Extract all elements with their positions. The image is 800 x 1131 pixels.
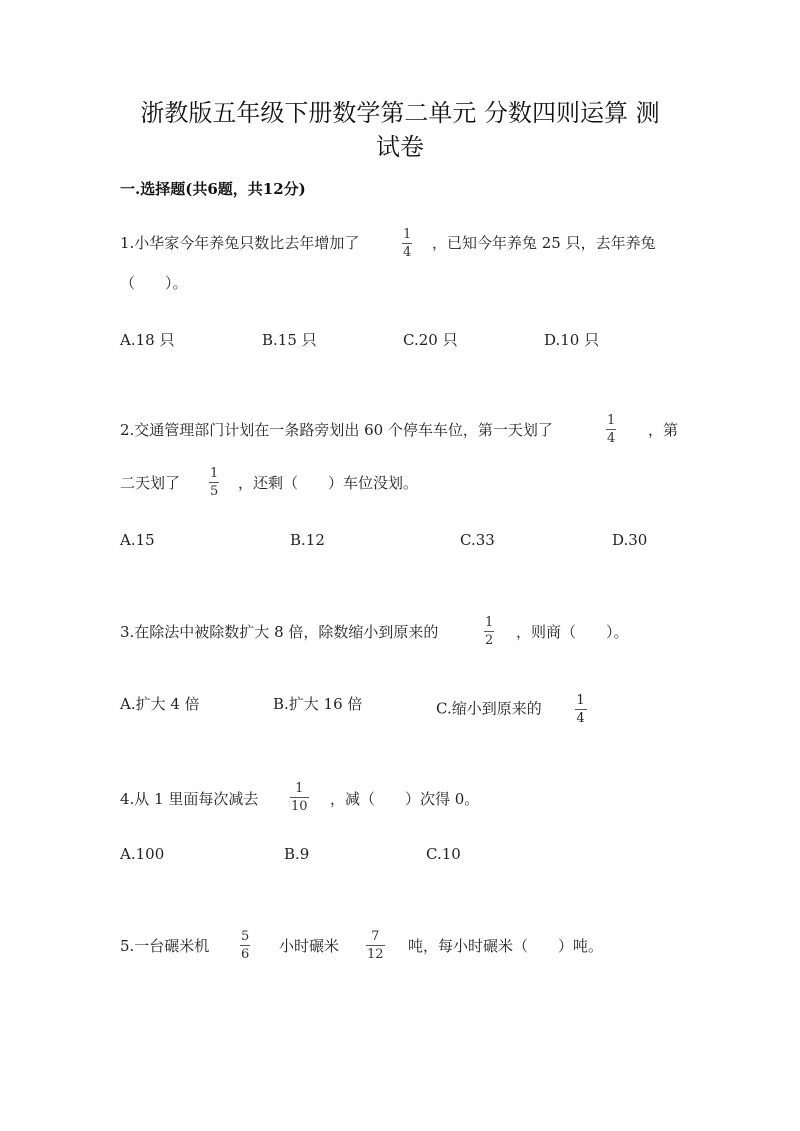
q5-frac2-den: 12 xyxy=(367,947,384,962)
q2-fraction-1 xyxy=(606,413,616,446)
q2-option-c[interactable]: C.33 xyxy=(460,531,495,549)
title-line-1: 浙教版五年级下册数学第二单元 分数四则运算 测 xyxy=(140,99,660,127)
q4-fraction xyxy=(290,781,309,814)
q2-frac1-num: 1 xyxy=(607,413,616,428)
q3-option-a[interactable]: A.扩大 4 倍 xyxy=(120,695,200,713)
q3-text-b: ，则商（ ）。 xyxy=(516,623,629,641)
q3-option-c[interactable] xyxy=(436,693,587,726)
q2-text-d: ，还剩（ ）车位没划。 xyxy=(238,474,419,492)
q2-frac2-den: 5 xyxy=(210,484,219,499)
q5-frac2-num: 7 xyxy=(371,929,380,944)
q1-option-d[interactable]: D.10 只 xyxy=(544,331,600,349)
q3-option-c-fraction xyxy=(575,693,587,726)
q1-text-b: ，已知今年养兔 25 只，去年养兔 xyxy=(432,234,656,252)
q5-fraction-1 xyxy=(240,929,250,962)
q3-frac-den: 2 xyxy=(485,633,494,648)
q2-option-b[interactable]: B.12 xyxy=(290,531,325,549)
q2-frac2-num: 1 xyxy=(210,466,219,481)
q4-option-a[interactable]: A.100 xyxy=(120,845,165,863)
q4-text-b: ，减（ ）次得 0。 xyxy=(330,790,480,808)
q3-optc-frac-den: 4 xyxy=(576,711,585,726)
q2-frac1-den: 4 xyxy=(607,431,616,446)
q1-option-b[interactable]: B.15 只 xyxy=(262,331,317,349)
q1-frac-num: 1 xyxy=(403,227,412,242)
q4-frac-num: 1 xyxy=(295,781,304,796)
q5-text-b: 小时碾米 xyxy=(279,937,340,955)
q4-frac-den: 10 xyxy=(291,799,308,814)
q5-text-c: 吨，每小时碾米（ ）吨。 xyxy=(408,937,604,955)
q1-fraction xyxy=(402,227,412,260)
q3-optc-frac-num: 1 xyxy=(576,693,585,708)
title-line-2: 试卷 xyxy=(376,133,424,161)
q4-option-b[interactable]: B.9 xyxy=(284,845,310,863)
q2-text-b: ，第 xyxy=(648,421,679,439)
q1-option-c[interactable]: C.20 只 xyxy=(403,331,458,349)
q1-frac-den: 4 xyxy=(403,245,412,260)
q3-option-b[interactable]: B.扩大 16 倍 xyxy=(273,695,363,713)
q3-text-a: 3.在除法中被除数扩大 8 倍，除数缩小到原来的 xyxy=(120,623,439,641)
section-heading: 一.选择题(共6题，共12分) xyxy=(120,180,306,198)
q3-frac-num: 1 xyxy=(485,615,494,630)
q5-frac1-num: 5 xyxy=(241,929,250,944)
q2-fraction-2 xyxy=(209,466,219,499)
q2-text-c: 二天划了 xyxy=(120,474,181,492)
q2-option-d[interactable]: D.30 xyxy=(612,531,648,549)
q5-frac1-den: 6 xyxy=(241,947,250,962)
page-title xyxy=(120,96,680,164)
q3-fraction xyxy=(484,615,494,648)
q5-text-a: 5.一台碾米机 xyxy=(120,937,210,955)
q2-text-a: 2.交通管理部门计划在一条路旁划出 60 个停车车位，第一天划了 xyxy=(120,421,553,439)
q1-option-a[interactable]: A.18 只 xyxy=(120,331,175,349)
q1-text-c: （ ）。 xyxy=(120,274,188,292)
q1-text-a: 1.小华家今年养兔只数比去年增加了 xyxy=(120,234,360,252)
q5-fraction-2 xyxy=(366,929,385,962)
q2-option-a[interactable]: A.15 xyxy=(120,531,155,549)
q4-text-a: 4.从 1 里面每次减去 xyxy=(120,790,259,808)
q3-option-c-label: C.缩小到原来的 xyxy=(436,699,542,718)
q4-option-c[interactable]: C.10 xyxy=(426,845,461,863)
